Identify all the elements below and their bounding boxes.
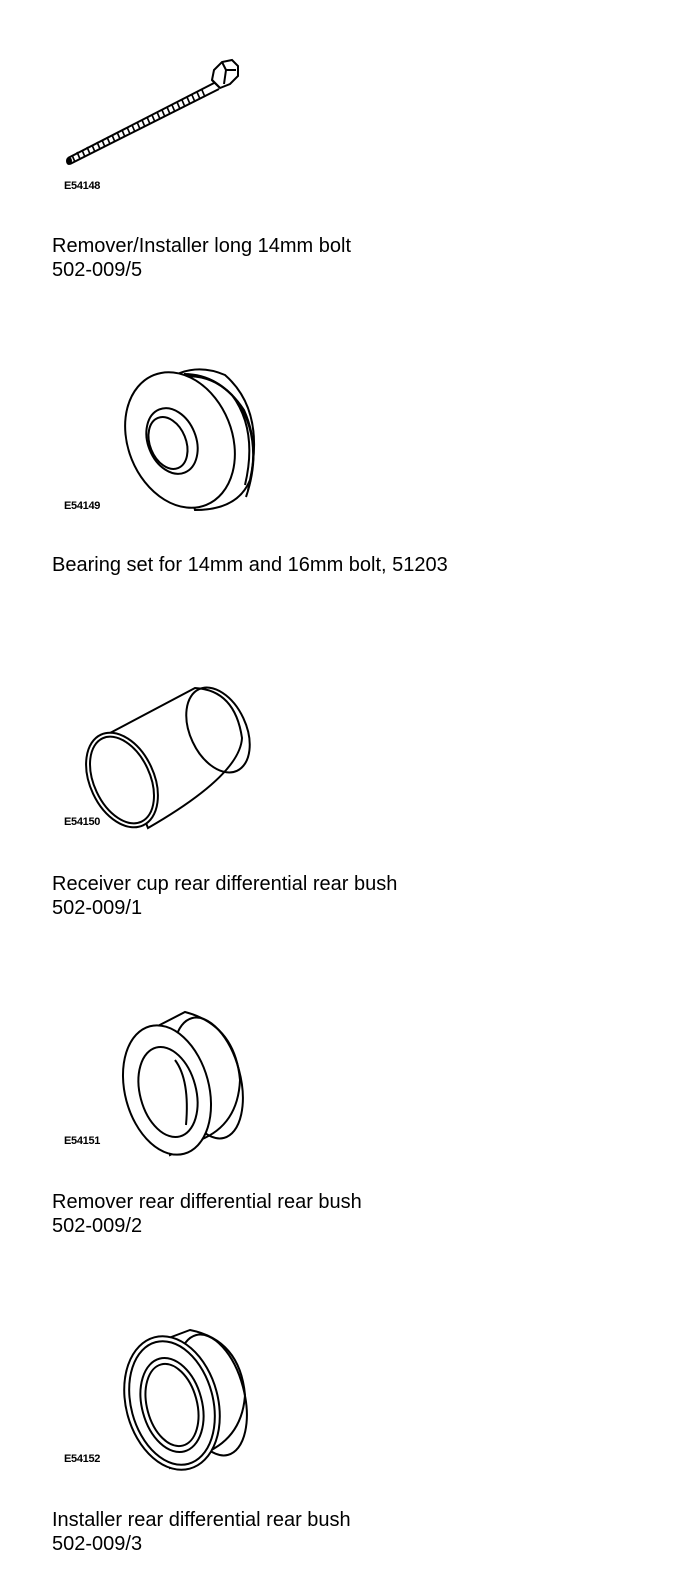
figure-code: E54151 <box>64 1135 101 1147</box>
tool-name: Receiver cup rear differential rear bush <box>52 873 398 895</box>
figure-code: E54148 <box>64 180 101 192</box>
figure-code: E54152 <box>64 1453 101 1465</box>
tool-part-number: 502-009/2 <box>52 1215 143 1237</box>
figure-code: E54150 <box>64 816 101 828</box>
tool-name: Remover rear differential rear bush <box>52 1191 362 1213</box>
tool-caption <box>52 1508 351 1556</box>
tool-part-number: 502-009/5 <box>52 259 143 281</box>
tool-name: Remover/Installer long 14mm bolt <box>52 235 352 257</box>
tool-part-number: 502-009/1 <box>52 897 143 919</box>
tool-part-number: 502-009/3 <box>52 1533 143 1555</box>
tool-name: Bearing set for 14mm and 16mm bolt, 51203 <box>52 554 448 576</box>
installer-ring-icon <box>0 0 300 1480</box>
tool-name: Installer rear differential rear bush <box>52 1509 351 1531</box>
figure-code: E54149 <box>64 500 101 512</box>
